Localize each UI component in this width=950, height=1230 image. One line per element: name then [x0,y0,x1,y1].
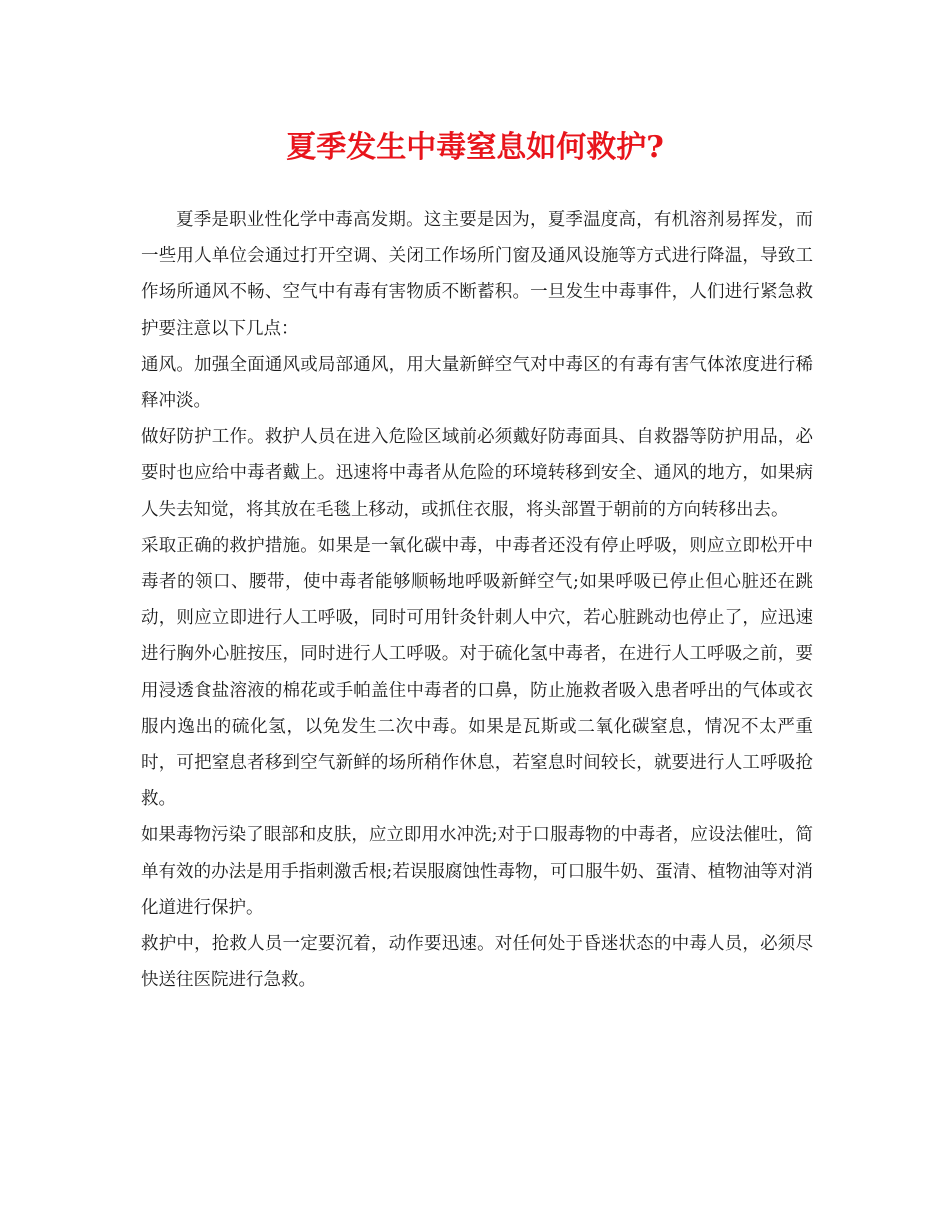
rescue-measures-paragraph: 采取正确的救护措施。如果是一氧化碳中毒，中毒者还没有停止呼吸，则应立即松开中毒者的领口、腰带，使中毒者能够顺畅地呼吸新鲜空气;如果呼吸已停止但心脏还在跳动，则应立即进行人工呼吸，同时可用针灸针刺人中穴，若心脏跳动也停止了，应迅速进行胸外心脏按压，同时进行人工呼吸。对于硫化氢中毒者，在进行人工呼吸之前，要用浸透食盐溶液的棉花或手帕盖住中毒者的口鼻，防止施救者吸入患者呼出的气体或衣服内逸出的硫化氢，以免发生二次中毒。如果是瓦斯或二氧化碳窒息，情况不太严重时，可把窒息者移到空气新鲜的场所稍作休息，若窒息时间较长，就要进行人工呼吸抢救。 [141,535,813,810]
intro-paragraph: 夏季是职业性化学中毒高发期。这主要是因为，夏季温度高，有机溶剂易挥发，而一些用人单位会通过打开空调、关闭工作场所门窗及通风设施等方式进行降温，导致工作场所通风不畅、空气中有毒有害物质不断蓄积。一旦发生中毒事件，人们进行紧急救护要注意以下几点： [141,210,813,339]
document-title: 夏季发生中毒窒息如何救护? [286,130,664,165]
ventilation-paragraph: 通风。加强全面通风或局部通风，用大量新鲜空气对中毒区的有毒有害气体浓度进行稀释冲淡。 [141,354,813,412]
eye-skin-paragraph: 如果毒物污染了眼部和皮肤，应立即用水冲洗;对于口服毒物的中毒者，应设法催吐，简单有效的办法是用手指刺激舌根;若误服腐蚀性毒物，可口服牛奶、蛋清、植物油等对消化道进行保护。 [141,825,813,918]
document-body [141,202,813,998]
protection-paragraph: 做好防护工作。救护人员在进入危险区域前必须戴好防毒面具、自救器等防护用品，必要时也应给中毒者戴上。迅速将中毒者从危险的环境转移到安全、通风的地方，如果病人失去知觉，将其放在毛毯上移动，或抓住衣服，将头部置于朝前的方向转移出去。 [141,427,813,520]
hospital-paragraph: 救护中，抢救人员一定要沉着，动作要迅速。对任何处于昏迷状态的中毒人员，必须尽快送往医院进行急救。 [141,934,813,991]
